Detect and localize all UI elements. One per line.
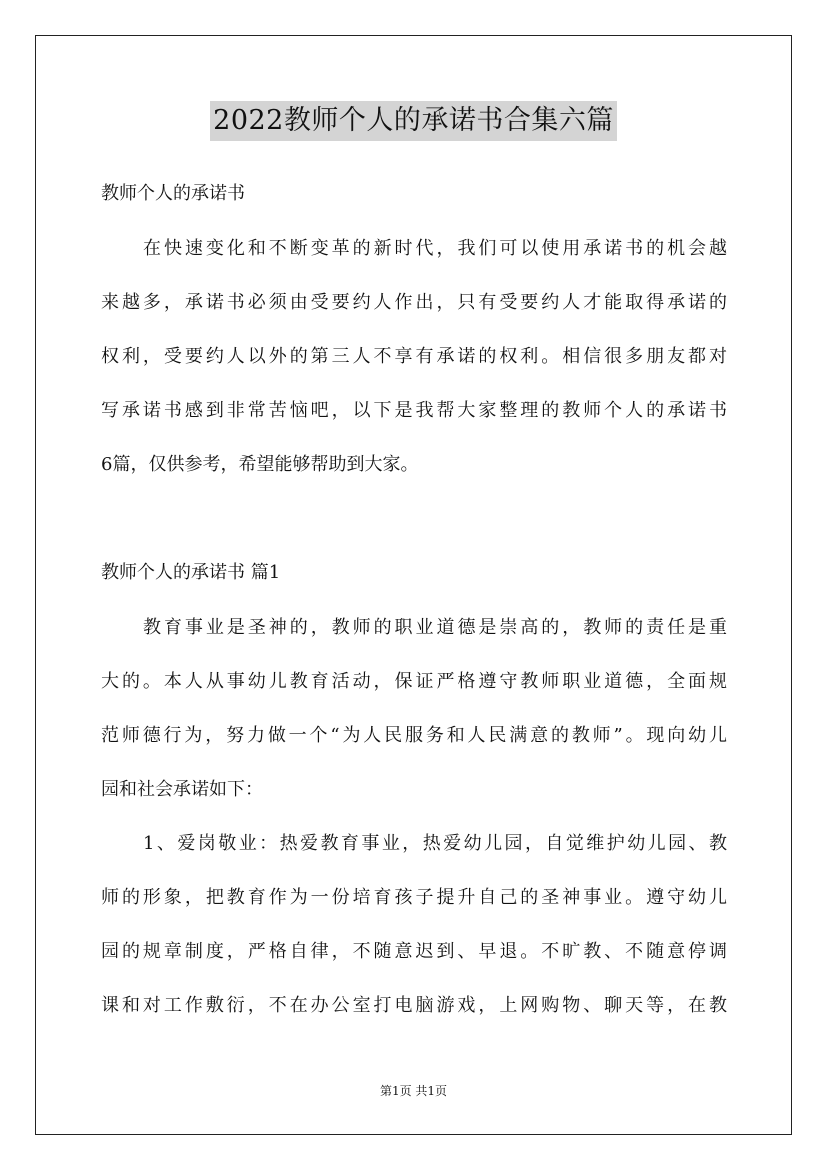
article-heading: 教师个人的承诺书 篇1	[101, 562, 281, 583]
paragraph-line: 教育事业是圣神的，教师的职业道德是崇高的，教师的责任是重	[143, 617, 727, 638]
intro-line: 在快速变化和不断变革的新时代，我们可以使用承诺书的机会越	[143, 238, 727, 259]
intro-line: 权利，受要约人以外的第三人不享有承诺的权利。相信很多朋友都对	[101, 346, 727, 367]
intro-line: 6篇，仅供参考，希望能够帮助到大家。	[101, 454, 419, 475]
intro-line: 写承诺书感到非常苦恼吧，以下是我帮大家整理的教师个人的承诺书	[101, 400, 727, 421]
paragraph-line: 大的。本人从事幼儿教育活动，保证严格遵守教师职业道德，全面规	[101, 671, 727, 692]
intro-line: 来越多，承诺书必须由受要约人作出，只有受要约人才能取得承诺的	[101, 292, 727, 313]
paragraph-line: 园和社会承诺如下：	[101, 779, 263, 800]
section-heading: 教师个人的承诺书	[101, 183, 245, 204]
page-number: 第1页 共1页	[379, 1084, 448, 1098]
title-container	[0, 101, 827, 141]
paragraph-line: 师的形象，把教育作为一份培育孩子提升自己的圣神事业。遵守幼儿	[101, 887, 727, 908]
paragraph-line: 课和对工作敷衍，不在办公室打电脑游戏，上网购物、聊天等，在教	[101, 995, 727, 1016]
paragraph-line: 范师德行为，努力做一个“为人民服务和人民满意的教师”。现向幼儿	[101, 725, 727, 746]
paragraph-line: 园的规章制度，严格自律，不随意迟到、早退。不旷教、不随意停调	[101, 941, 727, 962]
document-title: 2022教师个人的承诺书合集六篇	[210, 101, 617, 141]
paragraph-line: 1、爱岗敬业：热爱教育事业，热爱幼儿园，自觉维护幼儿园、教	[143, 833, 727, 854]
